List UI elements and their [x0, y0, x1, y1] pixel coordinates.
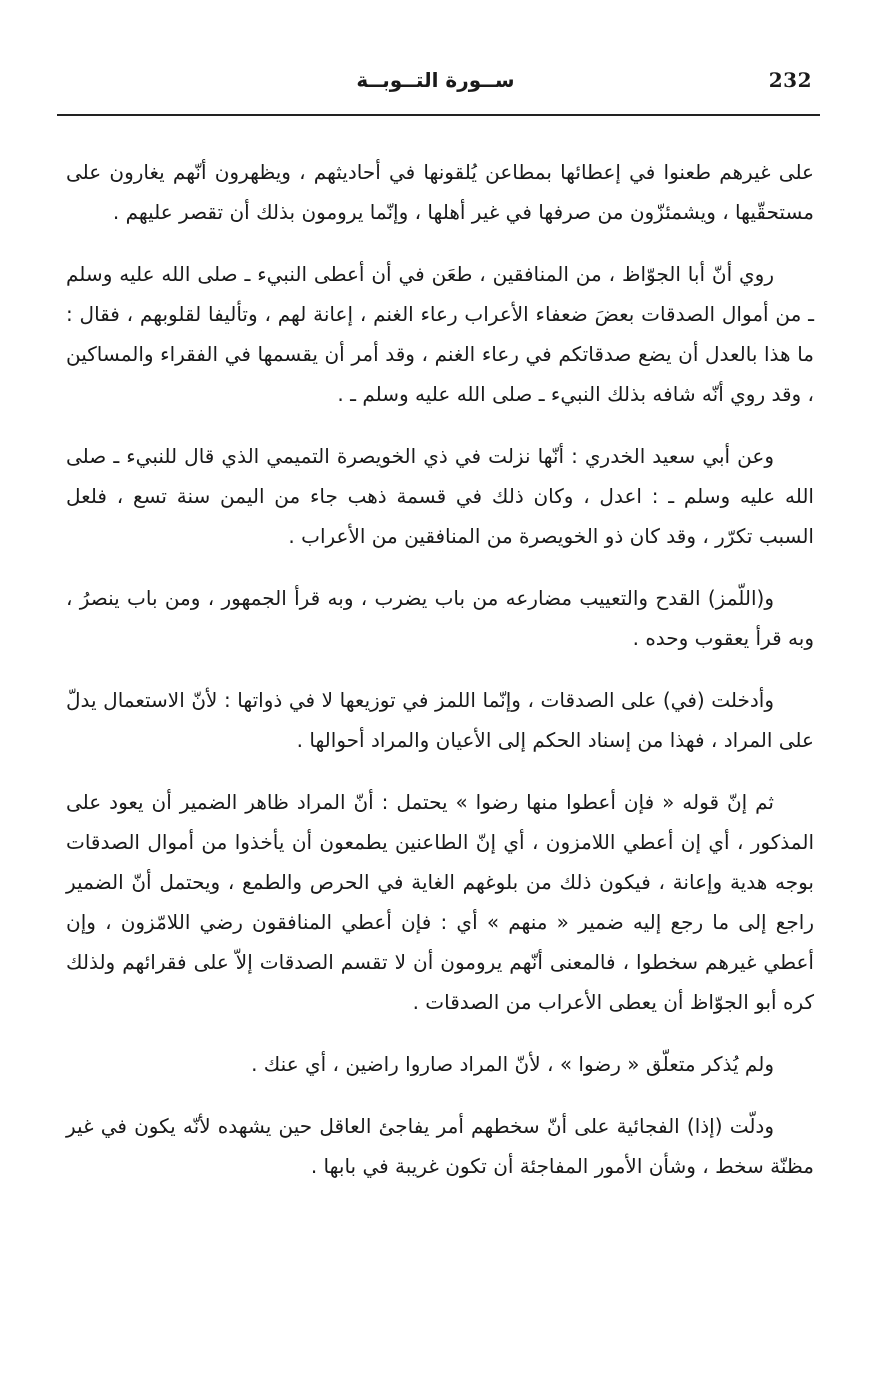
paragraph: وعن أبي سعيد الخدري : أنّها نزلت في ذي الخويصرة التميمي الذي قال للنبيء ـ صلى الله عليه وسلم ـ : اعدل ، وكان ذلك في قسمة ذهب جاء من اليمن سنة تسع ، فلعل السبب تكرّر ، وقد كان ذو الخويصرة من المنافقين من الأعراب .	[66, 444, 814, 548]
paragraph: على غيرهم طعنوا في إعطائها بمطاعن يُلقونها في أحاديثهم ، ويظهرون أنّهم يغارون على مستحقّيها ، ويشمئزّون من صرفها في غير أهلها ، وإنّما يرومون بذلك أن تقصر عليهم .	[66, 160, 814, 224]
header-rule	[57, 114, 820, 116]
paragraph: ثم إنّ قوله « فإن أعطوا منها رضوا » يحتمل : أنّ المراد ظاهر الضمير أن يعود على المذكور ، أي إن أعطي اللامزون ، أي إنّ الطاعنين يطمعون أن يأخذوا من أموال الصدقات بوجه هدية وإعانة ، فيكون ذلك من بلوغهم الغاية في الحرص والطمع ، ويحتمل أنّ الضمير راجع إلى ما رجع إليه ضمير « منهم » أي : فإن أعطي المنافقون رضي اللامّزون ، وإن أعطي غيرهم سخطوا ، فالمعنى أنّهم يرومون أن لا تقسم الصدقات إلاّ على فقرائهم ولذلك كره أبو الجوّاظ أن يعطى الأعراب من الصدقات .	[66, 790, 814, 1014]
surah-title: ســورة التــوبــة	[356, 68, 515, 92]
paragraph: و(اللّمز) القدح والتعييب مضارعه من باب يضرب ، وبه قرأ الجمهور ، ومن باب ينصرُ ، وبه قرأ يعقوب وحده .	[66, 586, 814, 650]
paragraph: روي أنّ أبا الجوّاظ ، من المنافقين ، طعَن في أن أعطى النبيء ـ صلى الله عليه وسلم ـ من أموال الصدقات بعضَ ضعفاء الأعراب رعاء الغنم ، إعانة لهم ، وتأليفا لقلوبهم ، فقال : ما هذا بالعدل أن يضع صدقاتكم في رعاء الغنم ، وقد أمر أن يقسمها في الفقراء والمساكين ، وقد روي أنّه شافه بذلك النبيء ـ صلى الله عليه وسلم ـ .	[66, 262, 814, 406]
paragraph: ودلّت (إذا) الفجائية على أنّ سخطهم أمر يفاجئ العاقل حين يشهده لأنّه يكون في غير مظنّة سخط ، وشأن الأمور المفاجئة أن تكون غريبة في بابها .	[66, 1114, 814, 1178]
paragraph: وأدخلت (في) على الصدقات ، وإنّما اللمز في توزيعها لا في ذواتها : لأنّ الاستعمال يدلّ على المراد ، فهذا من إسناد الحكم إلى الأعيان والمراد أحوالها .	[66, 688, 814, 752]
paragraph: ولم يُذكر متعلّق « رضوا » ، لأنّ المراد صاروا راضين ، أي عنك .	[251, 1052, 774, 1076]
page-body	[66, 152, 814, 1208]
running-header	[55, 62, 816, 106]
page-number: 232	[768, 68, 812, 92]
